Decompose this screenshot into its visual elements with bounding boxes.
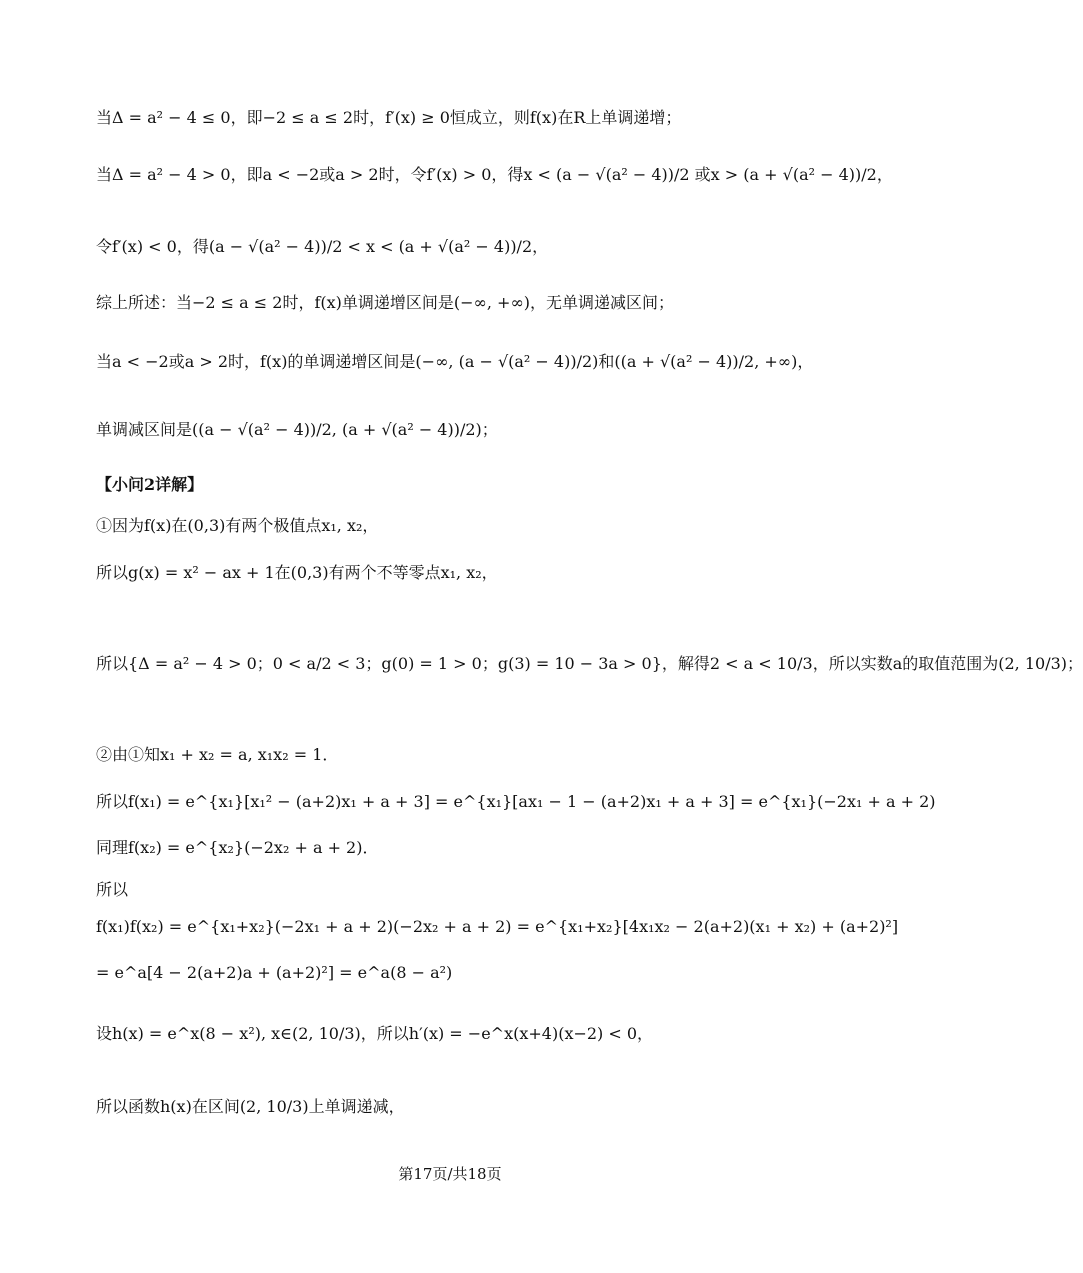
text-line: f(x₁)f(x₂) = e^{x₁+x₂}(−2x₁ + a + 2)(−2x₂ + a + 2) = e^{x₁+x₂}[4x₁x₂ − 2(a+2)(x₁ + x₂) + (a+2)²] xyxy=(96,917,899,936)
text-line: 所以{Δ = a² − 4 > 0；0 < a/2 < 3；g(0) = 1 > 0；g(3) = 10 − 3a > 0}，解得2 < a < 10/3，所以实数a的取值范围为(2, 10/3)； xyxy=(96,654,1083,673)
text-line: ②由①知x₁ + x₂ = a, x₁x₂ = 1． xyxy=(96,745,339,764)
text-line: 当Δ = a² − 4 > 0，即a < −2或a > 2时，令f′(x) > 0，得x < (a − √(a² − 4))/2 或x > (a + √(a² − 4))/2， xyxy=(96,165,893,184)
text-line: 单调减区间是((a − √(a² − 4))/2, (a + √(a² − 4))/2)； xyxy=(96,420,498,439)
text-line: = e^a[4 − 2(a+2)a + (a+2)²] = e^a(8 − a²) xyxy=(96,963,453,982)
text-line: 当a < −2或a > 2时，f(x)的单调递增区间是(−∞, (a − √(a² − 4))/2)和((a + √(a² − 4))/2, +∞)， xyxy=(96,352,814,371)
page-number: 第17页/共18页 xyxy=(398,1165,502,1183)
text-line: 所以函数h(x)在区间(2, 10/3)上单调递减， xyxy=(96,1097,405,1116)
text-line: 所以 xyxy=(96,880,129,899)
text-line: 令f′(x) < 0，得(a − √(a² − 4))/2 < x < (a + √(a² − 4))/2， xyxy=(96,237,549,256)
text-line: 当Δ = a² − 4 ≤ 0，即−2 ≤ a ≤ 2时，f′(x) ≥ 0恒成立，则f(x)在R上单调递增； xyxy=(96,108,682,127)
text-line: 综上所述：当−2 ≤ a ≤ 2时，f(x)单调递增区间是(−∞, +∞)，无单调递减区间； xyxy=(96,293,675,312)
text-line: 所以f(x₁) = e^{x₁}[x₁² − (a+2)x₁ + a + 3] = e^{x₁}[ax₁ − 1 − (a+2)x₁ + a + 3] = e^{x₁}(−2x₁ + a + 2) xyxy=(96,792,936,811)
text-line: 设h(x) = e^x(8 − x²), x∈(2, 10/3)，所以h′(x) = −e^x(x+4)(x−2) < 0， xyxy=(96,1024,654,1043)
text-line: 同理f(x₂) = e^{x₂}(−2x₂ + a + 2)． xyxy=(96,838,379,857)
text-line: 所以g(x) = x² − ax + 1在(0,3)有两个不等零点x₁, x₂， xyxy=(96,563,498,582)
text-line: ①因为f(x)在(0,3)有两个极值点x₁, x₂， xyxy=(96,516,379,535)
section-heading: 【小问2详解】 xyxy=(96,475,204,494)
